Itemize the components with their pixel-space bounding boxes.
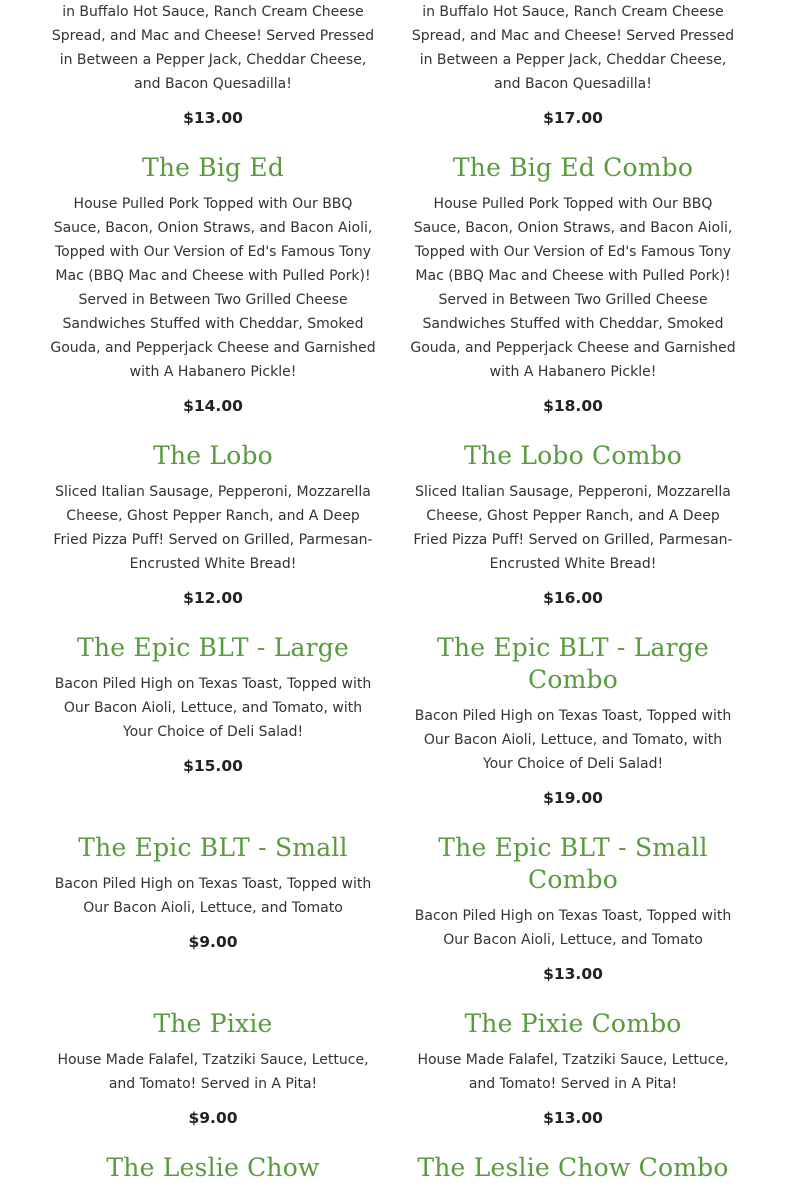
item-name: The Big Ed Combo — [452, 153, 694, 182]
item-description: Bacon Piled High on Texas Toast, Topped with Our Bacon Aioli, Lettuce, and Tomato — [54, 876, 372, 916]
item-name: The Leslie Chow — [106, 1153, 320, 1182]
menu-row — [0, 632, 785, 810]
item-price: $13.00 — [543, 965, 603, 983]
item-price: $18.00 — [543, 397, 603, 415]
item-price: $13.00 — [183, 109, 243, 127]
item-description: Bacon Piled High on Texas Toast, Topped with Our Bacon Aioli, Lettuce, and Tomato — [414, 908, 732, 948]
menu-item — [48, 1008, 378, 1130]
item-description: House Pulled Pork Topped with Our BBQ Sauce, Bacon, Onion Straws, and Bacon Aioli, Topped with Our Version of Ed's Famous Tony Mac (BBQ Mac and Cheese with Pulled Pork)! Served in Between Two Grilled Cheese Sandwiches Stuffed with Cheddar, Smoked Gouda, and Pepperjack Cheese and Garnished with A Habanero Pickle! — [50, 196, 376, 380]
item-price: $16.00 — [543, 589, 603, 607]
item-name: The Epic BLT - Small Combo — [438, 833, 708, 894]
menu-row — [0, 1152, 785, 1192]
item-price: $12.00 — [183, 589, 243, 607]
item-name: The Pixie Combo — [464, 1009, 682, 1038]
item-name: The Leslie Chow Combo — [417, 1153, 729, 1182]
item-price: $19.00 — [543, 789, 603, 807]
item-price: $9.00 — [188, 933, 238, 951]
item-description: Sliced Italian Sausage, Pepperoni, Mozzarella Cheese, Ghost Pepper Ranch, and A Deep Fried Pizza Puff! Served on Grilled, Parmesan-Encrusted White Bread! — [413, 484, 733, 572]
item-price: $14.00 — [183, 397, 243, 415]
item-price: $17.00 — [543, 109, 603, 127]
menu-item — [408, 1152, 738, 1192]
menu-item — [48, 832, 378, 986]
menu-item — [408, 152, 738, 418]
item-name: The Lobo Combo — [464, 441, 682, 470]
menu-item — [48, 440, 378, 610]
item-price: $13.00 — [543, 1109, 603, 1127]
menu-item — [48, 0, 378, 130]
item-name: The Epic BLT - Large Combo — [437, 633, 709, 694]
menu-row — [0, 0, 785, 130]
menu-row — [0, 832, 785, 986]
menu-row — [0, 440, 785, 610]
item-description: House Made Falafel, Tzatziki Sauce, Lettuce, and Tomato! Served in A Pita! — [417, 1052, 729, 1092]
menu-row — [0, 152, 785, 418]
item-price: $9.00 — [188, 1109, 238, 1127]
item-description: in Buffalo Hot Sauce, Ranch Cream Cheese Spread, and Mac and Cheese! Served Pressed in Between a Pepper Jack, Cheddar Cheese, and Bacon Quesadilla! — [51, 4, 375, 92]
item-description: House Made Falafel, Tzatziki Sauce, Lettuce, and Tomato! Served in A Pita! — [57, 1052, 369, 1092]
menu-item — [48, 1152, 378, 1192]
item-name: The Epic BLT - Large — [77, 633, 349, 662]
item-name: The Pixie — [153, 1009, 273, 1038]
item-name: The Lobo — [153, 441, 273, 470]
item-price: $15.00 — [183, 757, 243, 775]
item-description: Sliced Italian Sausage, Pepperoni, Mozzarella Cheese, Ghost Pepper Ranch, and A Deep Fried Pizza Puff! Served on Grilled, Parmesan-Encrusted White Bread! — [53, 484, 373, 572]
menu-item — [408, 440, 738, 610]
menu-item — [408, 832, 738, 986]
item-name: The Epic BLT - Small — [78, 833, 348, 862]
item-description: House Pulled Pork Topped with Our BBQ Sauce, Bacon, Onion Straws, and Bacon Aioli, Topped with Our Version of Ed's Famous Tony Mac (BBQ Mac and Cheese with Pulled Pork)! Served in Between Two Grilled Cheese Sandwiches Stuffed with Cheddar, Smoked Gouda, and Pepperjack Cheese and Garnished with A Habanero Pickle! — [410, 196, 736, 380]
item-description: Bacon Piled High on Texas Toast, Topped with Our Bacon Aioli, Lettuce, and Tomato, with Your Choice of Deli Salad! — [54, 676, 372, 740]
menu-row — [0, 1008, 785, 1130]
menu-item — [408, 0, 738, 130]
item-description: in Buffalo Hot Sauce, Ranch Cream Cheese Spread, and Mac and Cheese! Served Pressed in Between a Pepper Jack, Cheddar Cheese, and Bacon Quesadilla! — [411, 4, 735, 92]
menu-item — [48, 632, 378, 810]
item-name: The Big Ed — [141, 153, 285, 182]
menu-item — [408, 632, 738, 810]
item-description: Bacon Piled High on Texas Toast, Topped with Our Bacon Aioli, Lettuce, and Tomato, with Your Choice of Deli Salad! — [414, 708, 732, 772]
menu-item — [408, 1008, 738, 1130]
menu-item — [48, 152, 378, 418]
